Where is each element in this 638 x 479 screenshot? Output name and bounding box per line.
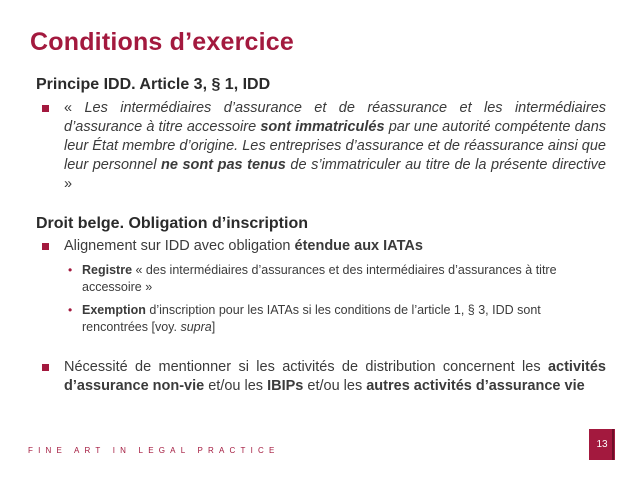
quote-bold1: sont immatriculés xyxy=(260,119,385,135)
activities-bold2: IBIPs xyxy=(267,378,304,394)
activities-text2: et/ou les xyxy=(204,378,268,394)
slide-title: Conditions d’exercice xyxy=(30,28,294,56)
bullet-square-icon xyxy=(42,105,49,112)
activities-bold1: activités d’assurance non-vie xyxy=(64,359,606,394)
exemption-item xyxy=(36,302,606,336)
page-number-edge xyxy=(612,429,614,460)
footer-tagline: FINE ART IN LEGAL PRACTICE xyxy=(28,446,280,455)
exemption-end: ] xyxy=(211,320,216,334)
registre-text: « des intermédiaires d’assurances et des intermédiaires d’assurances à titre accessoire » xyxy=(82,263,557,294)
exemption-label: Exemption xyxy=(82,303,146,317)
activities-text1: Nécessité de mentionner si les activités de distribution concernent les xyxy=(64,359,548,375)
alignment-text: Alignement sur IDD avec obligation xyxy=(64,238,295,254)
quote-bullet xyxy=(36,99,606,194)
quote-part3: de s’immatriculer au titre de la présente directive xyxy=(285,157,606,173)
bullet-dot-icon: • xyxy=(68,303,73,317)
alignment-bold: étendue aux IATAs xyxy=(294,238,423,254)
quote-part1: Les intermédiaires d’assurance et de réassurance et les intermédiaires d’assurance à titre accessoire xyxy=(64,100,607,135)
slide-content xyxy=(36,75,606,396)
quote-part2: par une autorité compétente dans leur État membre d’origine. Les entreprises d’assurance et de réassurance ainsi que leur personnel xyxy=(64,119,607,173)
section1-heading: Principe IDD. Article 3, § 1, IDD xyxy=(36,76,271,93)
activities-bullet xyxy=(36,358,606,396)
activities-bold3: autres activités d’assurance vie xyxy=(366,378,585,394)
page-number: 13 xyxy=(589,429,615,460)
bullet-square-icon xyxy=(42,243,49,250)
bullet-dot-icon: • xyxy=(68,263,73,277)
quote-close: » xyxy=(64,176,73,192)
bullet-square-icon xyxy=(42,364,49,371)
registre-item xyxy=(36,262,606,296)
exemption-supra: supra xyxy=(180,320,212,334)
activities-text3: et/ou les xyxy=(303,378,367,394)
exemption-text: d’inscription pour les IATAs si les conditions de l’article 1, § 3, IDD sont rencontrées [voy. xyxy=(82,303,541,334)
registre-label: Registre xyxy=(82,263,133,277)
alignment-bullet xyxy=(36,237,606,256)
quote-open: « xyxy=(64,100,85,116)
quote-bold2: ne sont pas tenus xyxy=(160,157,286,173)
section2-heading: Droit belge. Obligation d’inscription xyxy=(36,215,308,232)
